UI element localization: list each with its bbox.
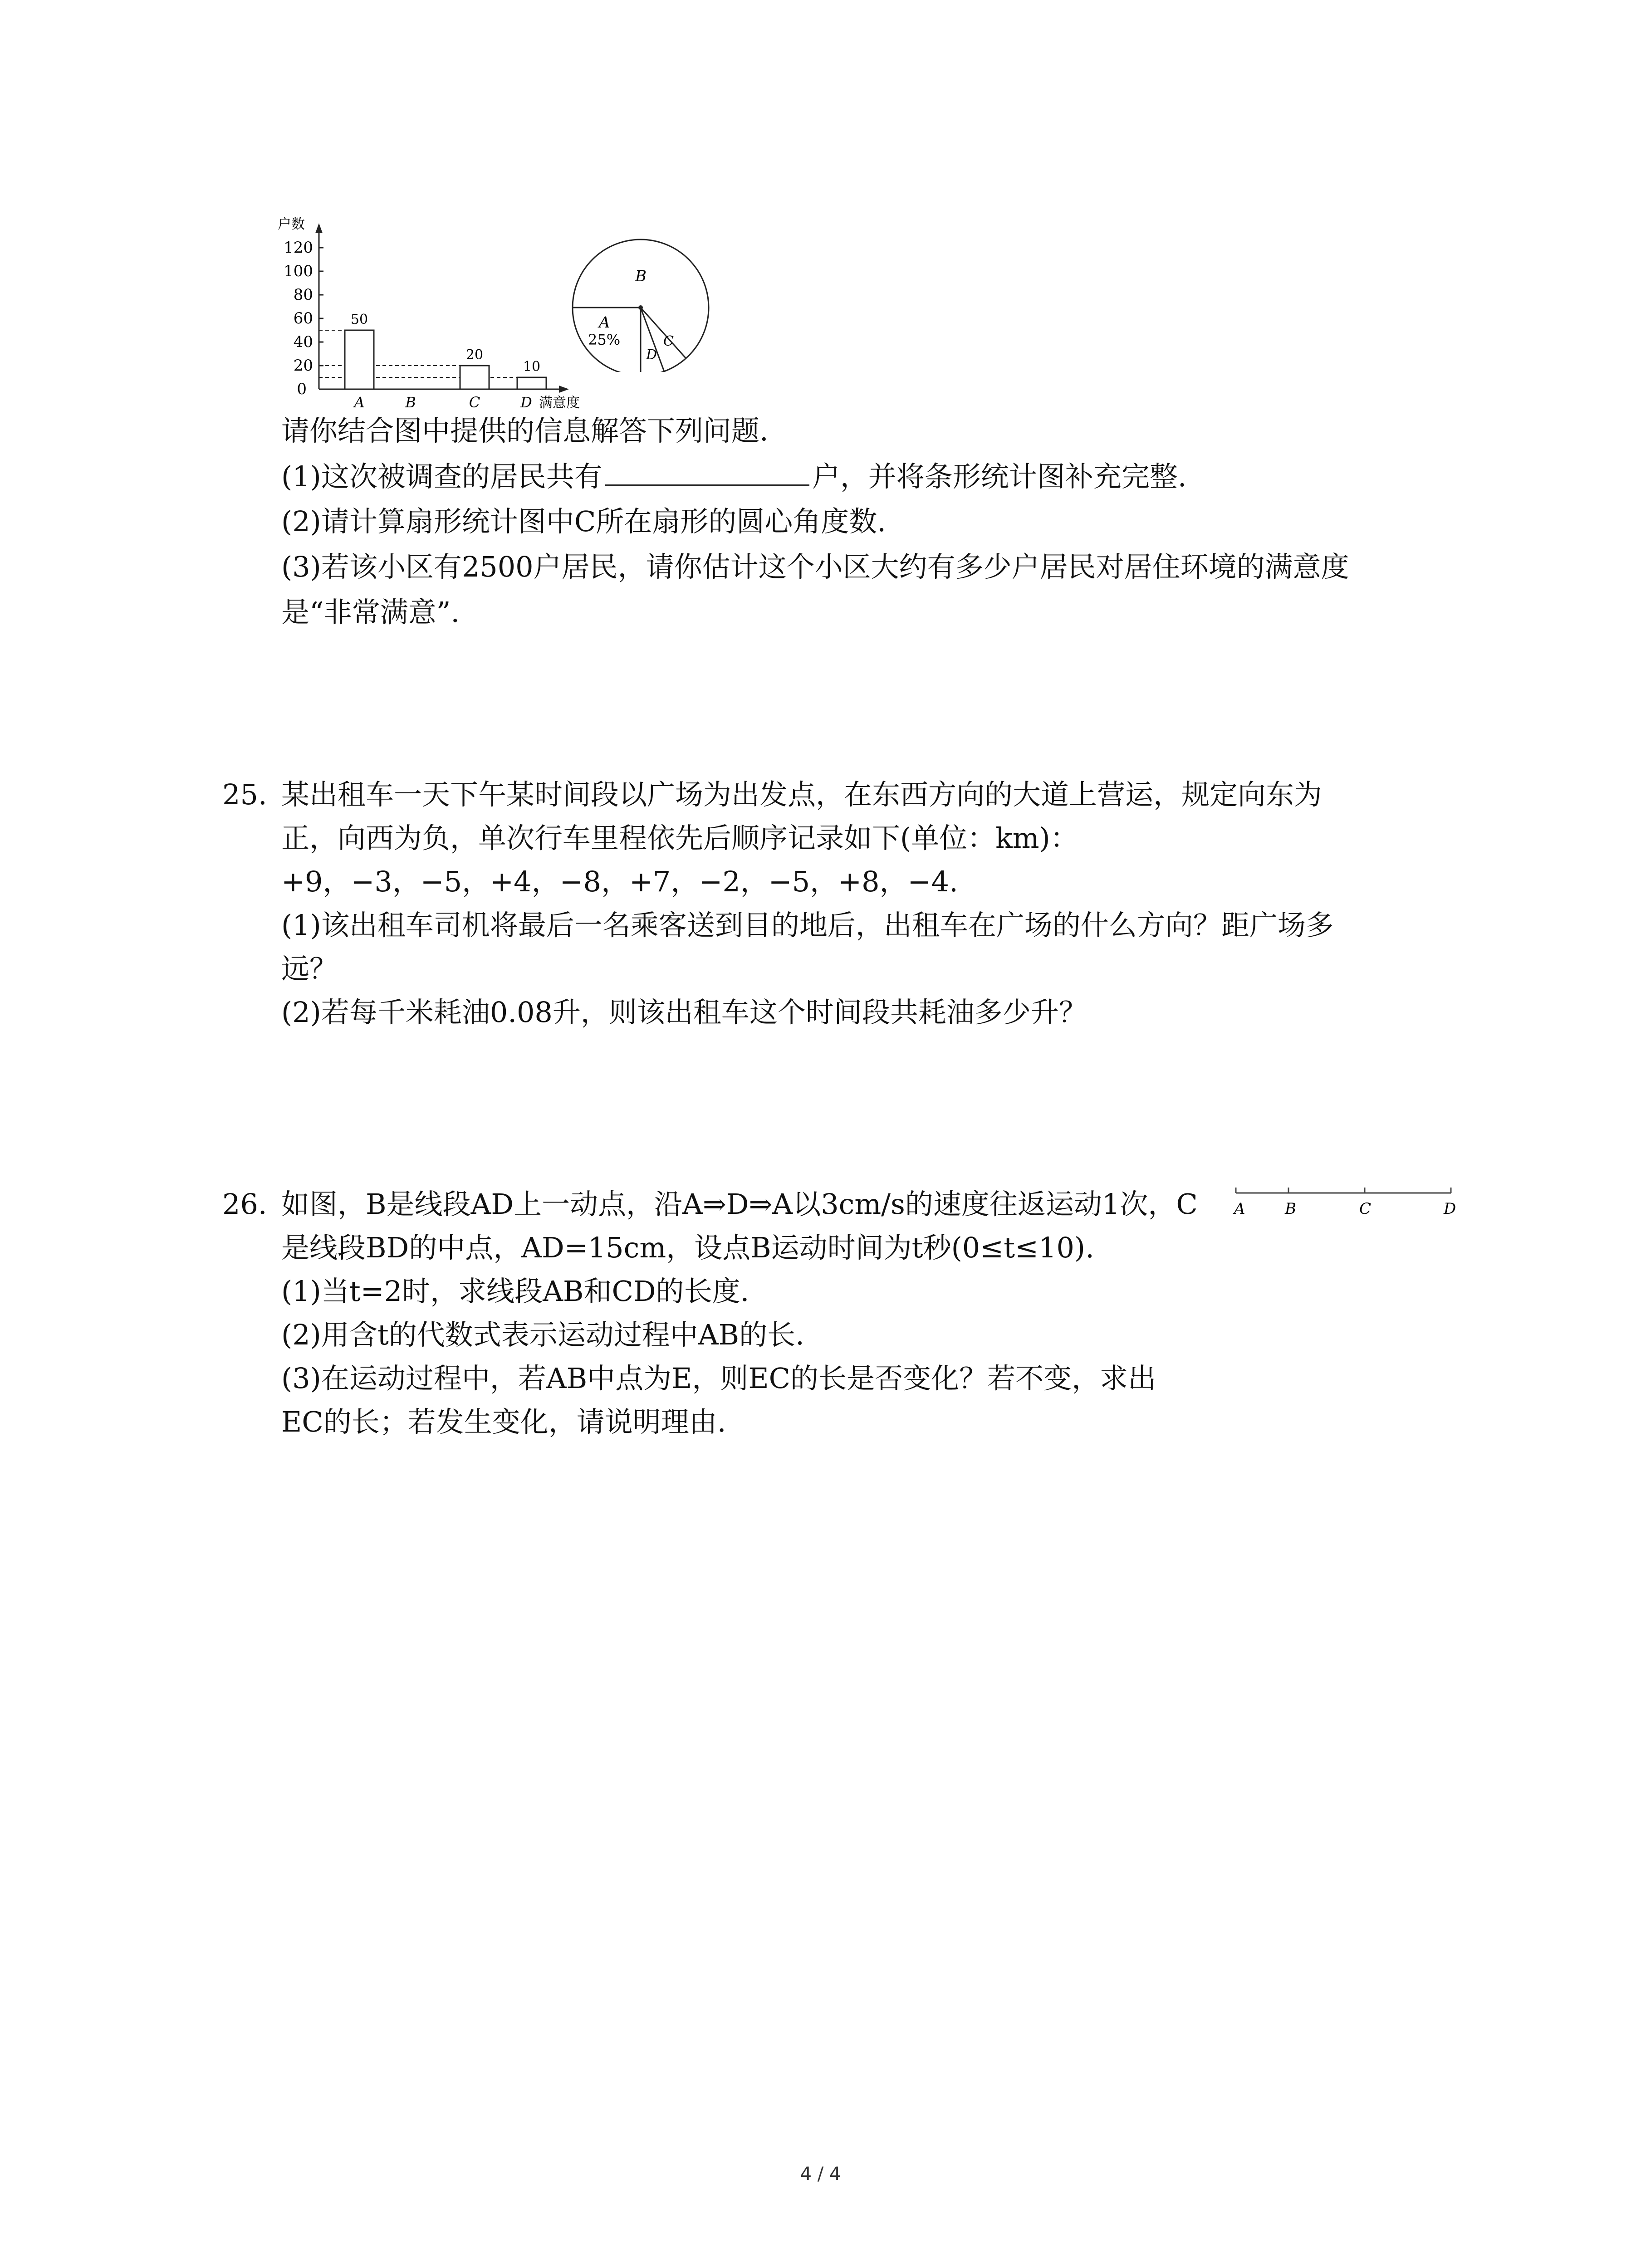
q24-part1-after: 户，并将条形统计图补充完整. — [812, 460, 1187, 493]
q25-line1: 某出租车一天下午某时间段以广场为出发点，在东西方向的大道上营运，规定向东为 — [281, 778, 1323, 811]
x-tick-label: A — [354, 394, 365, 411]
answer-blank[interactable] — [605, 458, 809, 486]
point-label-D: D — [1444, 1200, 1456, 1218]
x-tick-label: C — [469, 394, 480, 411]
pie-label-A-percent: 25% — [588, 331, 621, 348]
bar-D — [517, 377, 546, 389]
x-tick-label: B — [405, 394, 416, 411]
bar-A — [345, 330, 374, 389]
q26-part2: (2)用含t的代数式表示运动过程中AB的长. — [281, 1318, 804, 1351]
q25-data: +9，−3，−5，+4，−8，+7，−2，−5，+8，−4. — [281, 865, 958, 898]
q25-line2: 正，向西为负，单次行车里程依先后顺序记录如下(单位：km)： — [281, 821, 1078, 855]
y-tick-label: 80 — [293, 286, 313, 304]
q24-part3-line2: 是“非常满意”. — [281, 596, 460, 629]
bar-C-value: 20 — [465, 347, 484, 363]
point-label-B: B — [1285, 1200, 1296, 1218]
pie-label-A: A — [599, 313, 610, 332]
q26-part3-line2: EC的长；若发生变化，请说明理由. — [281, 1405, 726, 1438]
q26-part3-line1: (3)在运动过程中，若AB中点为E，则EC的长是否变化？若不变，求出 — [281, 1362, 1156, 1395]
bar-A-value: 50 — [350, 312, 368, 327]
q24-intro: 请你结合图中提供的信息解答下列问题. — [281, 414, 769, 447]
q26-part1: (1)当t=2时，求线段AB和CD的长度. — [281, 1275, 749, 1308]
q25-part1-line1: (1)该出租车司机将最后一名乘客送到目的地后，出租车在广场的什么方向？距广场多 — [281, 909, 1334, 942]
point-label-A: A — [1234, 1200, 1245, 1218]
y-tick-label: 0 — [297, 380, 307, 398]
bar-C — [460, 366, 489, 389]
y-tick-label: 100 — [284, 262, 313, 280]
q24-part1 — [281, 458, 1187, 495]
q25-part2: (2)若每千米耗油0.08升，则该出租车这个时间段共耗油多少升？ — [281, 996, 1087, 1029]
q24-part1-before: (1)这次被调查的居民共有 — [281, 460, 603, 493]
q25-number: 25. — [222, 778, 267, 811]
pie-label-C: C — [663, 333, 674, 349]
bar-D-value: 10 — [523, 359, 541, 375]
page-number: 4 / 4 — [800, 2164, 841, 2185]
x-axis-label: 满意度 — [539, 395, 580, 411]
q24-part3-line1: (3)若该小区有2500户居民，请你估计这个小区大约有多少户居民对居住环境的满意度 — [281, 550, 1349, 583]
y-ticks — [284, 239, 323, 398]
bar-chart — [272, 213, 603, 413]
y-tick-label: 20 — [293, 357, 313, 375]
pie-label-D: D — [646, 347, 657, 363]
q26-line2: 是线段BD的中点，AD=15cm，设点B运动时间为t秒(0≤t≤10). — [281, 1231, 1094, 1264]
segment-figure — [1225, 1179, 1461, 1225]
q26-number: 26. — [222, 1188, 267, 1221]
y-tick-label: 40 — [293, 333, 313, 351]
q26-line1: 如图，B是线段AD上一动点，沿A⇒D⇒A以3cm/s的速度往返运动1次，C — [281, 1188, 1198, 1221]
pie-chart — [567, 222, 717, 372]
q24-part2: (2)请计算扇形统计图中C所在扇形的圆心角度数. — [281, 505, 886, 538]
y-axis-label: 户数 — [278, 216, 305, 232]
y-tick-label: 60 — [293, 309, 313, 327]
x-tick-label: D — [520, 394, 532, 411]
pie-label-B: B — [635, 267, 647, 285]
y-tick-label: 120 — [284, 239, 313, 257]
q25-part1-line2: 远？ — [281, 952, 338, 985]
point-label-C: C — [1359, 1200, 1372, 1218]
